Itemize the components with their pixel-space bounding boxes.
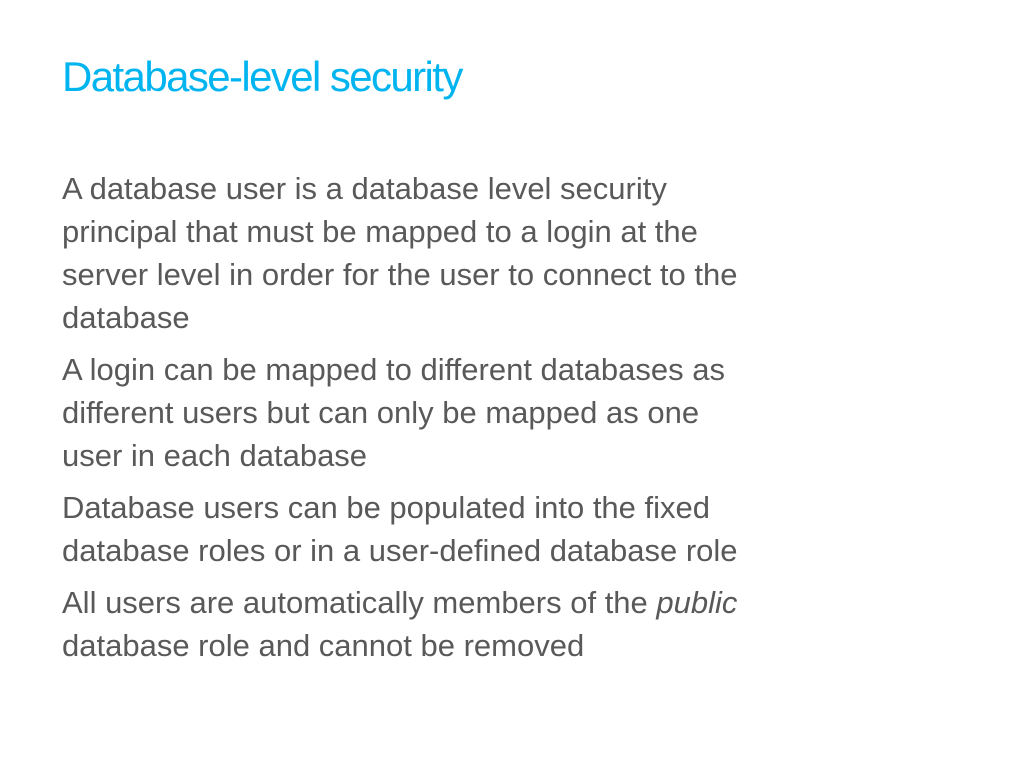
bullet-line: All users are automatically members of the [62,585,657,620]
bullet-line: principal that must be mapped to a login at the [62,214,698,249]
bullet-line: database roles or in a user-defined database role [62,533,738,568]
bullet-line: user in each database [62,438,368,473]
slide-title: Database-level security [62,53,462,100]
bullet-point-database-roles [62,486,962,572]
bullet-line: database role and cannot be removed [62,628,585,663]
bullet-line: Database users can be populated into the fixed [62,490,711,525]
bullet-line: different users but can only be mapped as one [62,395,700,430]
bullet-line: server level in order for the user to connect to the [62,257,738,292]
slide-body [62,167,962,676]
bullet-point-public-role [62,581,962,667]
bullet-point-login-mapping [62,348,962,477]
bullet-point-database-user [62,167,962,339]
bullet-line: database [62,300,190,335]
bullet-line: A login can be mapped to different databases as [62,352,725,387]
public-role-emphasis: public [656,585,738,620]
bullet-line: A database user is a database level security [62,171,667,206]
